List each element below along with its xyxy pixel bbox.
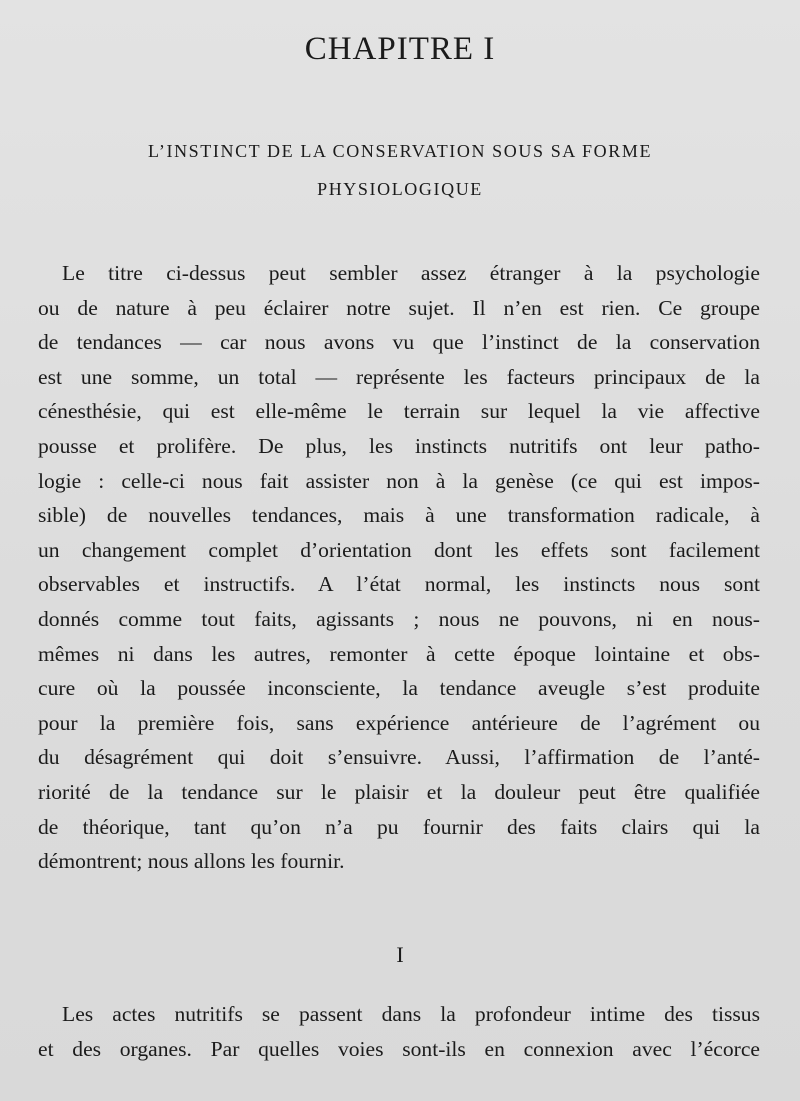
- text-line: logie : celle-ci nous fait assister non à la genèse (ce qui est impos-: [38, 468, 760, 493]
- text-line: donnés comme tout faits, agissants ; nous ne pouvons, ni en nous-: [38, 606, 760, 631]
- text-line: cure où la poussée inconsciente, la tendance aveugle s’est produite: [38, 676, 760, 701]
- text-line: de tendances — car nous avons vu que l’instinct de la conservation: [38, 330, 760, 355]
- text-line: est une somme, un total — représente les facteurs principaux de la: [38, 364, 760, 389]
- text-line: pour la première fois, sans expérience antérieure de l’agrément ou: [38, 710, 760, 735]
- text-line: du désagrément qui doit s’ensuivre. Aussi, l’affirmation de l’anté-: [38, 745, 760, 770]
- text-line: pousse et prolifère. De plus, les instincts nutritifs ont leur patho-: [38, 433, 760, 458]
- section-numeral: I: [396, 942, 404, 967]
- text-line: Le titre ci-dessus peut sembler assez étranger à la psychologie: [62, 261, 760, 285]
- text-line: ou de nature à peu éclairer notre sujet. Il n’en est rien. Ce groupe: [38, 295, 760, 320]
- text-line: Les actes nutritifs se passent dans la profondeur intime des tissus: [62, 1002, 760, 1026]
- body-paragraph: [38, 997, 760, 1066]
- text-line: de théorique, tant qu’on n’a pu fournir des faits clairs qui la: [38, 814, 760, 839]
- text-line: cénesthésie, qui est elle-même le terrain sur lequel la vie affective: [38, 399, 760, 424]
- text-line: sible) de nouvelles tendances, mais à une transformation radicale, à: [38, 503, 760, 528]
- chapter-title: CHAPITRE I: [304, 31, 496, 67]
- text-line: observables et instructifs. A l’état normal, les instincts nous sont: [38, 572, 760, 597]
- text-line: riorité de la tendance sur le plaisir et la douleur peut être qualifiée: [38, 779, 760, 804]
- text-line: et des organes. Par quelles voies sont-ils en connexion avec l’écorce: [38, 1036, 760, 1061]
- text-line: un changement complet d’orientation dont les effets sont facilement: [38, 537, 760, 562]
- body-paragraph: [38, 256, 760, 879]
- text-line: mêmes ni dans les autres, remonter à cette époque lointaine et obs-: [38, 641, 760, 666]
- text-line: démontrent; nous allons les fournir.: [38, 849, 345, 874]
- chapter-subtitle: [60, 132, 740, 208]
- chapter-subtitle-line: PHYSIOLOGIQUE: [317, 179, 483, 199]
- chapter-subtitle-line: L’INSTINCT DE LA CONSERVATION SOUS SA FORME: [147, 141, 653, 161]
